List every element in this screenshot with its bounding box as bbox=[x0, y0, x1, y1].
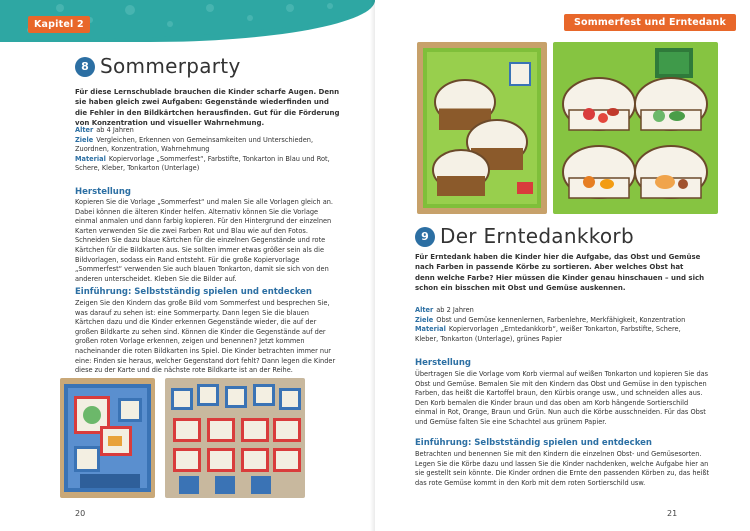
activity-number-badge: 8 bbox=[75, 57, 95, 77]
page-number-right: 21 bbox=[667, 509, 678, 518]
herstellung-text: Übertragen Sie die Vorlage vom Korb viermal auf weißen Tonkarton und kopieren Sie das Obst und Gemüse. Bemalen Sie mit den Kindern das Obst und Gemüse in den typischen Farben, das heißt die Kartoffel braun, den Kürbis orange usw., und schneiden alles aus. Den Korb bemalen die Kinder braun und das oben am Korb hängende Sortierschild einmal in Rot, Orange, Braun und Grün. Nun auch die Körbe ausschneiden. Für das Obst und Gemüse falten Sie eine Schachtel aus grünem Papier. bbox=[415, 370, 709, 426]
einfuehrung-heading: Einführung: Selbstständig spielen und entdecken bbox=[415, 438, 652, 448]
meta-material bbox=[75, 155, 340, 174]
page-number-left: 20 bbox=[75, 509, 86, 518]
einfuehrung-text: Betrachten und benennen Sie mit den Kindern die einzelnen Obst- und Gemüsesorten. Legen Sie die Körbe dazu und lassen Sie die Kinder nachdenken, welche Aufgabe hier an sie gestellt sein könnte. Die Kinder ordnen die Ernte den passenden Körben zu, das heißt das rote Gemüse kommt in den Korb mit dem roten Sortierschild usw. bbox=[415, 450, 710, 487]
meta-alter bbox=[415, 306, 705, 316]
meta-material bbox=[415, 325, 705, 344]
meta-label: Material bbox=[415, 325, 446, 334]
herstellung-text: Kopieren Sie die Vorlage „Sommerfest“ und malen Sie alle Vorlagen gleich an. Dabei können die älteren Kinder helfen. Alternativ können Sie die Vorlage einmal anmalen und dann farbig kopieren. Für den Hintergrund der einzelnen Karten verwenden Sie die zwei Farben Rot und Blau wie auf den Fotos. Schneiden Sie dazu blaue Kärtchen für die einzelnen Gegenstände und rote Kärtchen für die Bildkarten aus. Sie sollten immer etwas größer sein als die Bildvorlagen, sodass ein Rand entsteht. Für die große Kopiervorlage „Sommerfest“ verwenden Sie auch blauen Tonkarton, damit sie sich von den anderen unterscheidet. Kleben Sie die Bilder auf. bbox=[75, 198, 334, 283]
activity-number-badge: 9 bbox=[415, 227, 435, 247]
intro-paragraph: Für Erntedank haben die Kinder hier die Aufgabe, das Obst und Gemüse nach Farben in passende Körbe zu sortieren. Aber welches Obst hat denn welche Farbe? Hier müssen die Kinder genau hinschauen – und sich schon ein bisschen mit Obst und Gemüse auskennen. bbox=[415, 253, 705, 292]
page-title: Sommerparty bbox=[100, 54, 241, 78]
meta-label: Ziele bbox=[75, 135, 94, 144]
photo-card-grid bbox=[165, 378, 305, 498]
photo-drawer-cards bbox=[60, 378, 155, 498]
meta-label: Ziele bbox=[415, 315, 434, 324]
meta-block bbox=[75, 126, 340, 174]
meta-ziele bbox=[415, 316, 705, 326]
herstellung-heading: Herstellung bbox=[75, 187, 131, 197]
meta-value: Obst und Gemüse kennenlernen, Farbenlehre, Merkfähigkeit, Konzentration bbox=[436, 315, 686, 324]
meta-label: Alter bbox=[75, 126, 94, 134]
meta-ziele bbox=[75, 136, 340, 155]
meta-label: Alter bbox=[415, 306, 434, 314]
meta-value: Kopiervorlagen „Erntedankkorb“, weißer Tonkarton, Farbstifte, Schere, Kleber, Tonkarton (Unterlage), grünes Papier bbox=[415, 325, 681, 343]
right-page bbox=[375, 0, 750, 531]
meta-value: Vergleichen, Erkennen von Gemeinsamkeiten und Unterschieden, Zuordnen, Konzentration, Wahrnehmung bbox=[75, 135, 314, 154]
einfuehrung-text: Zeigen Sie den Kindern das große Bild vom Sommerfest und besprechen Sie, was darauf zu sehen ist: eine Sommerparty. Dann legen Sie die blauen Kärtchen dazu und die Kinder erkennen Gegenstände wieder, die auf der großen Bildkarte zu sehen sind. Können die Kinder die Gegenstände auf der großen roten Vorlage erkennen, zeigen und benennen? Jetzt kommen nacheinander die roten Bildkarten ins Spiel. Die Kinder betrachten immer nur eine: Finden sie heraus, welcher Gegenstand dort fehlt? Dann legen die Kinder diese zu der Karte und die nächste rote Bildkarte ist an der Reihe. bbox=[75, 299, 336, 375]
meta-label: Material bbox=[75, 154, 106, 163]
meta-value: Kopiervorlage „Sommerfest“, Farbstifte, Tonkarton in Blau und Rot, Schere, Kleber, Tonkarton (Unterlage) bbox=[75, 154, 330, 173]
chapter-tab: Kapitel 2 bbox=[28, 16, 90, 33]
intro-paragraph: Für diese Lernschublade brauchen die Kinder scharfe Augen. Denn sie haben gleich zwei Aufgaben: Gegenstände wiederfinden und die Fehler in den Bildkärtchen herausfinden. Gut für die Förderung von Konzentration und visueller Wahrnehmung. bbox=[75, 88, 340, 127]
meta-value: ab 2 Jahren bbox=[436, 306, 474, 314]
herstellung-heading: Herstellung bbox=[415, 358, 471, 368]
photo-baskets-box bbox=[417, 42, 547, 214]
section-tab: Sommerfest und Erntedank bbox=[564, 14, 736, 31]
einfuehrung-heading: Einführung: Selbstständig spielen und entdecken bbox=[75, 287, 312, 297]
page-title: Der Erntedankkorb bbox=[440, 224, 634, 248]
meta-value: ab 4 Jahren bbox=[96, 126, 134, 134]
meta-alter bbox=[75, 126, 340, 136]
photo-baskets-vegetables bbox=[553, 42, 718, 214]
meta-block bbox=[415, 306, 705, 344]
